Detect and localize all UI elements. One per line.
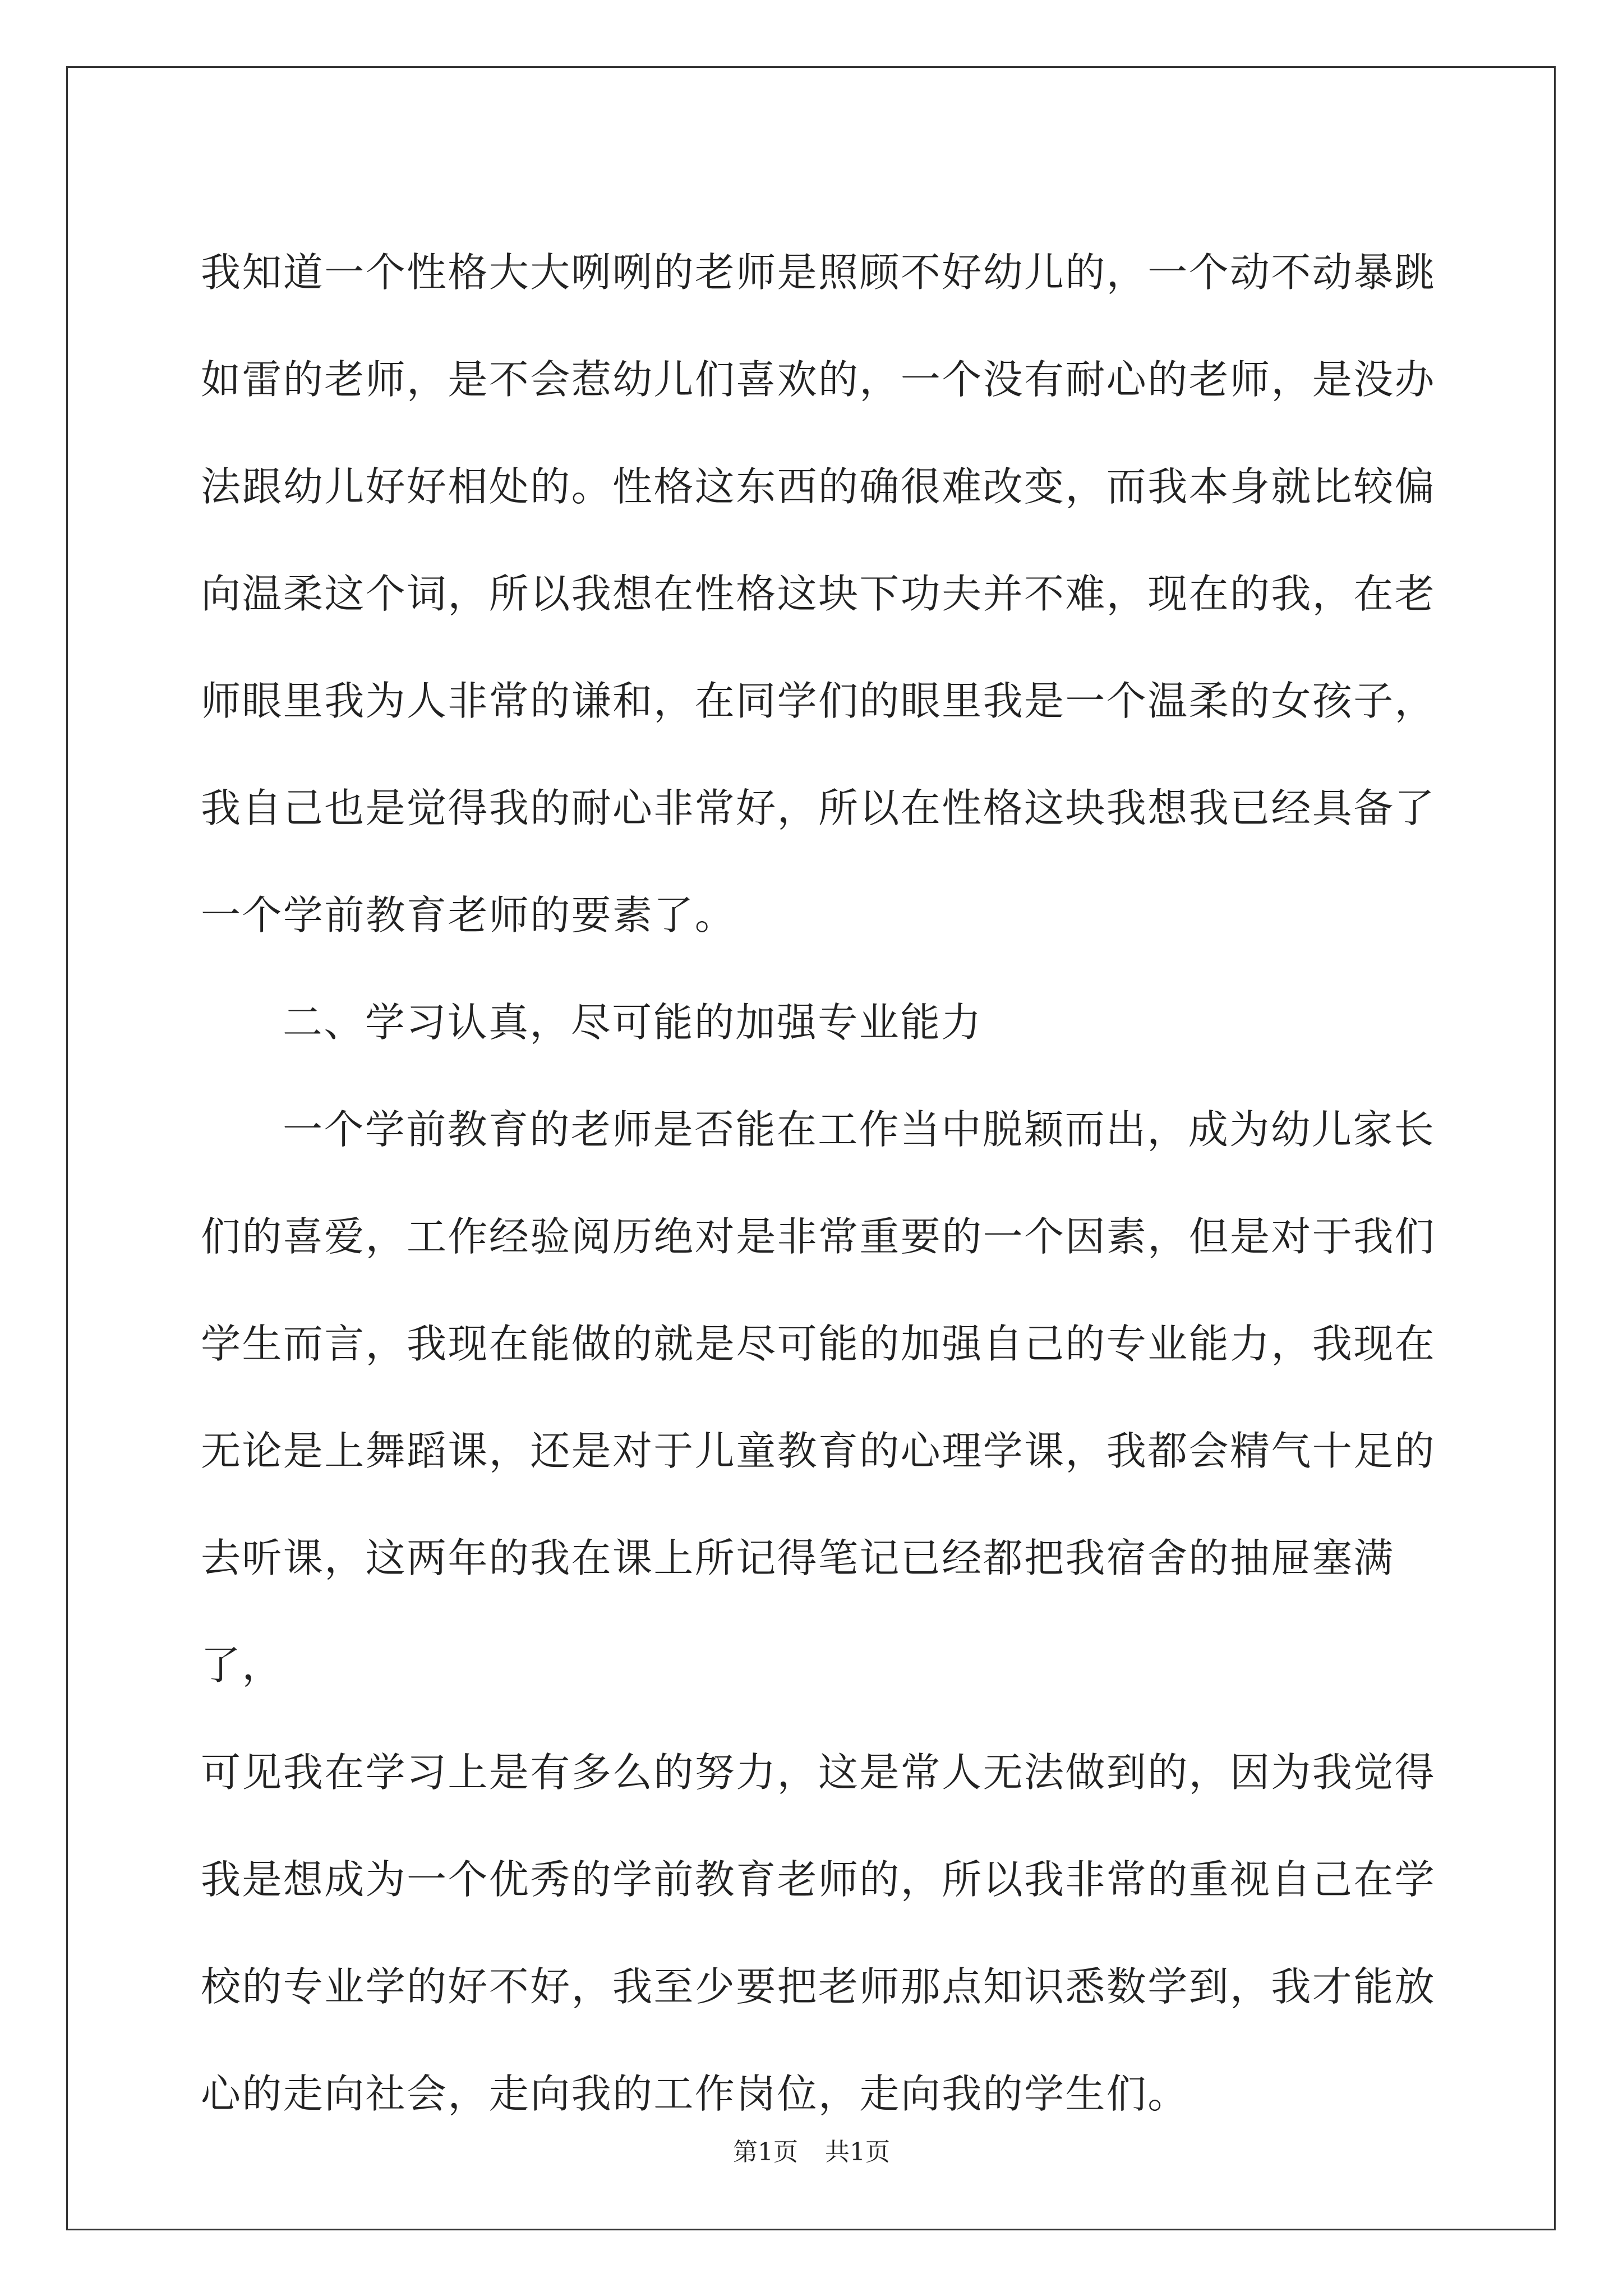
text-line: 心的走向社会，走向我的工作岗位，走向我的学生们。 [201,2070,1189,2117]
text-line: 可见我在学习上是有多么的努力，这是常人无法做到的，因为我觉得 [201,1749,1436,1796]
text-line: 一个学前教育的老师是否能在工作当中脱颖而出，成为幼儿家长 [283,1106,1436,1153]
text-line: 去听课，这两年的我在课上所记得笔记已经都把我宿舍的抽屉塞满了， [201,1535,1395,1688]
text-line: 我是想成为一个优秀的学前教育老师的，所以我非常的重视自己在学 [201,1856,1436,1903]
text-line: 向温柔这个词，所以我想在性格这块下功夫并不难，现在的我，在老 [201,570,1436,617]
document-body [201,219,1457,2147]
section-heading: 二、学习认真，尽可能的加强专业能力 [283,999,983,1046]
text-line: 学生而言，我现在能做的就是尽可能的加强自己的专业能力，我现在 [201,1320,1436,1367]
text-line: 校的专业学的好不好，我至少要把老师那点知识悉数学到，我才能放 [201,1963,1436,2010]
text-line: 一个学前教育老师的要素了。 [201,892,736,938]
text-line: 我自己也是觉得我的耐心非常好，所以在性格这块我想我已经具备了 [201,785,1436,831]
page-number: 第1页 [733,2138,798,2166]
text-line: 们的喜爱，工作经验阅历绝对是非常重要的一个因素，但是对于我们 [201,1213,1436,1260]
page-total: 共1页 [825,2138,890,2166]
text-line: 师眼里我为人非常的谦和，在同学们的眼里我是一个温柔的女孩子， [201,678,1436,724]
text-line: 无论是上舞蹈课，还是对于儿童教育的心理学课，我都会精气十足的 [201,1428,1436,1474]
text-line: 法跟幼儿好好相处的。性格这东西的确很难改变，而我本身就比较偏 [201,463,1436,510]
page-footer [0,2132,1623,2168]
text-line: 我知道一个性格大大咧咧的老师是照顾不好幼儿的，一个动不动暴跳 [201,249,1436,296]
text-line: 如雷的老师，是不会惹幼儿们喜欢的，一个没有耐心的老师，是没办 [201,356,1436,403]
